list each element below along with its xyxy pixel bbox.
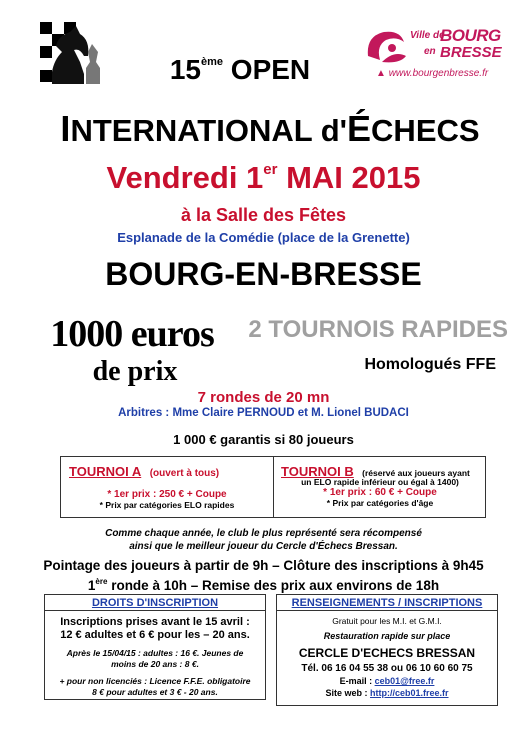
event-title: INTERNATIONAL d'ÉCHECS bbox=[60, 108, 480, 149]
website-link[interactable]: http://ceb01.free.fr bbox=[369, 688, 449, 698]
city-logo-name2: BRESSE bbox=[440, 44, 502, 61]
tournament-b-details bbox=[274, 477, 486, 508]
city-logo bbox=[362, 24, 504, 84]
chess-knight-icon bbox=[40, 22, 102, 88]
info-box bbox=[276, 594, 498, 706]
info-phone: Tél. 06 16 04 55 38 ou 06 10 60 60 75 bbox=[301, 663, 473, 674]
tournament-a bbox=[69, 463, 269, 481]
city-name: BOURG-EN-BRESSE bbox=[105, 256, 422, 292]
arbiters-info: Arbitres : Mme Claire PERNOUD et M. Lionel BUDACI bbox=[118, 407, 409, 419]
schedule-line1: Pointage des joueurs à partir de 9h – Clôture des inscriptions à 9h45 bbox=[43, 558, 484, 573]
chess-logo bbox=[40, 22, 102, 88]
registration-title: DROITS D'INSCRIPTION bbox=[45, 595, 265, 611]
rounds-info: 7 rondes de 20 mn bbox=[197, 389, 330, 406]
tournament-b-categories: * Prix par catégories d'âge bbox=[326, 498, 434, 508]
registration-non-licensed: + pour non licenciés : Licence F.F.E. obligatoire 8 € pour adultes et 3 € - 20 ans. bbox=[59, 676, 251, 697]
registration-box bbox=[44, 594, 266, 700]
club-note: Comme chaque année, le club le plus représenté sera récompensé ainsi que le meilleur joueur du Cercle d'Échecs Bressan. bbox=[105, 528, 422, 552]
registration-after: Après le 15/04/15 : adultes : 16 €. Jeunes de moins de 20 ans : 8 €. bbox=[66, 648, 244, 669]
info-free: Gratuit pour les M.I. et G.M.I. bbox=[332, 616, 442, 626]
tournament-b-note: (réservé aux joueurs ayant bbox=[362, 468, 470, 478]
tournament-a-categories: * Prix par catégories ELO rapides bbox=[99, 500, 235, 510]
city-logo-name: BOURG bbox=[440, 26, 501, 45]
prize-amount: 1000 euros bbox=[50, 313, 214, 355]
tournaments-heading: 2 TOURNOIS RAPIDES bbox=[248, 316, 508, 343]
prize-label: de prix bbox=[92, 356, 178, 387]
tournament-b-prize: * 1er prix : 60 € + Coupe bbox=[323, 487, 437, 498]
city-logo-small: Ville de bbox=[410, 30, 445, 41]
guarantee-info: 1 000 € garantis si 80 joueurs bbox=[173, 432, 354, 447]
info-email: E-mail : ceb01@free.fr bbox=[339, 676, 435, 686]
city-logo-en: en bbox=[424, 46, 436, 57]
tournament-b-name: TOURNOI B bbox=[281, 464, 354, 479]
schedule-line2: 1ère ronde à 10h – Remise des prix aux environs de 18h bbox=[87, 577, 440, 593]
event-date: Vendredi 1er MAI 2015 bbox=[106, 160, 421, 195]
info-title: RENSEIGNEMENTS / INSCRIPTIONS bbox=[277, 595, 497, 611]
tournament-b-note2: un ELO rapide inférieur ou égal à 1400) bbox=[301, 477, 459, 487]
tournament-a-prize: * 1er prix : 250 € + Coupe * Prix par catégories ELO rapides bbox=[61, 489, 273, 510]
info-website: Site web : http://ceb01.free.fr bbox=[325, 688, 449, 698]
info-club: CERCLE D'ECHECS BRESSAN bbox=[298, 646, 476, 660]
venue-address: Esplanade de la Comédie (place de la Grenette) bbox=[117, 230, 410, 245]
tournaments-box bbox=[60, 456, 486, 518]
registration-before: Inscriptions prises avant le 15 avril : 12 € adultes et 6 € pour les – 20 ans. bbox=[60, 616, 250, 641]
email-link[interactable]: ceb01@free.fr bbox=[374, 676, 435, 686]
schedule bbox=[0, 558, 527, 594]
tournament-a-name: TOURNOI A bbox=[69, 464, 142, 479]
city-emblem-icon bbox=[364, 26, 408, 66]
tournament-a-note: (ouvert à tous) bbox=[149, 468, 220, 479]
city-logo-url: ▲ www.bourgenbresse.fr bbox=[376, 68, 489, 79]
edition-title: 15ème OPEN bbox=[169, 54, 311, 85]
homologation: Homologués FFE bbox=[364, 356, 496, 373]
info-food: Restauration rapide sur place bbox=[323, 631, 451, 641]
venue-name: à la Salle des Fêtes bbox=[180, 205, 347, 225]
